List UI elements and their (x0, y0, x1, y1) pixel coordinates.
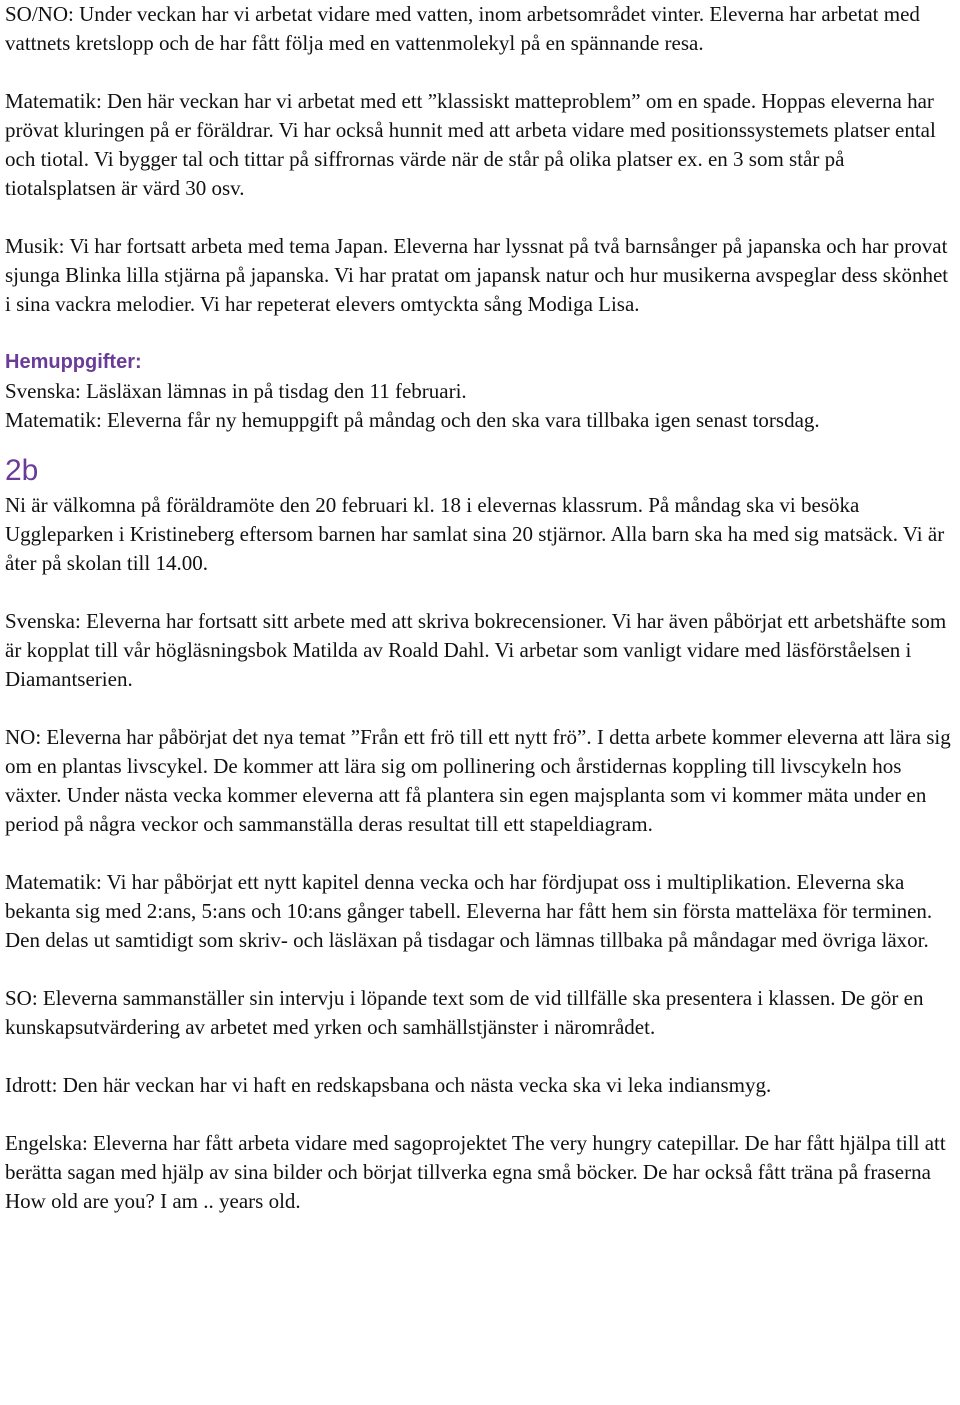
musik-paragraph: Musik: Vi har fortsatt arbeta med tema Japan. Eleverna har lyssnat på två barnsånger på japanska och har provat sjunga Blinka lilla stjärna på japanska. Vi har pratat om japansk natur och hur musikerna avspeglar dess skönhet i sina vackra melodier. Vi har repeterat elevers omtyckta sång Modiga Lisa. (5, 234, 949, 316)
intro-paragraph: Ni är välkomna på föräldramöte den 20 februari kl. 18 i elevernas klassrum. På måndag ska vi besöka Uggleparken i Kristineberg eftersom barnen har samlat sina 20 stjärnor. Alla barn ska ha med sig matsäck. Vi är åter på skolan till 14.00. (5, 493, 945, 575)
svenska-paragraph: Svenska: Eleverna har fortsatt sitt arbete med att skriva bokrecensioner. Vi har även påbörjat ett arbetshäfte som är kopplat till vår högläsningsbok Matilda av Roald Dahl. Vi arbetar som vanligt vidare med läsförståelsen i Diamantserien. (5, 609, 947, 691)
so-paragraph: SO: Eleverna sammanställer sin intervju i löpande text som de vid tillfälle ska presentera i klassen. De gör en kunskapsutvärdering av arbetet med yrken och samhällstjänster i närområdet. (5, 986, 924, 1039)
homework-svenska: Svenska: Läsläxan lämnas in på tisdag den 11 februari. (5, 379, 467, 403)
homework-heading: Hemuppgifter: (5, 351, 142, 373)
class-heading: 2b (5, 454, 39, 487)
matematik-paragraph: Matematik: Den här veckan har vi arbetat med ett ”klassiskt matteproblem” om en spade. Hoppas eleverna har prövat kluringen på er föräldrar. Vi har också hunnit med att arbeta vidare med positionssystemets platser ental och tiotal. Vi bygger tal och tittar på siffrornas värde när de står på olika platser ex. en 3 som står på tiotalsplatsen är värd 30 osv. (5, 89, 936, 200)
idrott-paragraph: Idrott: Den här veckan har vi haft en redskapsbana och nästa vecka ska vi leka indiansmyg. (5, 1073, 772, 1097)
so-no-paragraph: SO/NO: Under veckan har vi arbetat vidare med vatten, inom arbetsområdet vinter. Eleverna har arbetat med vattnets kretslopp och de har fått följa med en vattenmolekyl på en spännande resa. (5, 2, 920, 55)
engelska-paragraph: Engelska: Eleverna har fått arbeta vidare med sagoprojektet The very hungry catepillar. De har fått hjälpa till att berätta sagan med hjälp av sina bilder och börjat tillverka egna små böcker. De har också fått träna på fraserna How old are you? I am .. years old. (5, 1131, 946, 1213)
class-2b-section (5, 435, 956, 1216)
matematik-2b-paragraph: Matematik: Vi har påbörjat ett nytt kapitel denna vecka och har fördjupat oss i multiplikation. Eleverna ska bekanta sig med 2:ans, 5:ans och 10:ans gånger tabell. Eleverna har fått hem sin första matteläxa för terminen. Den delas ut samtidigt som skriv- och läsläxan på tisdagar och lämnas tillbaka på måndagar med övriga läxor. (5, 870, 933, 952)
homework-section (5, 348, 956, 435)
homework-matematik: Matematik: Eleverna får ny hemuppgift på måndag och den ska vara tillbaka igen senast torsdag. (5, 408, 820, 432)
no-paragraph: NO: Eleverna har påbörjat det nya temat ”Från ett frö till ett nytt frö”. I detta arbete kommer eleverna att lära sig om en plantas livscykel. De kommer att lära sig om pollinering och årstidernas koppling till livscykeln hos växter. Under nästa vecka kommer eleverna att få plantera sin egen majsplanta som vi kommer mäta under en period på några veckor och sammanställa deras resultat till ett stapeldiagram. (5, 725, 951, 836)
